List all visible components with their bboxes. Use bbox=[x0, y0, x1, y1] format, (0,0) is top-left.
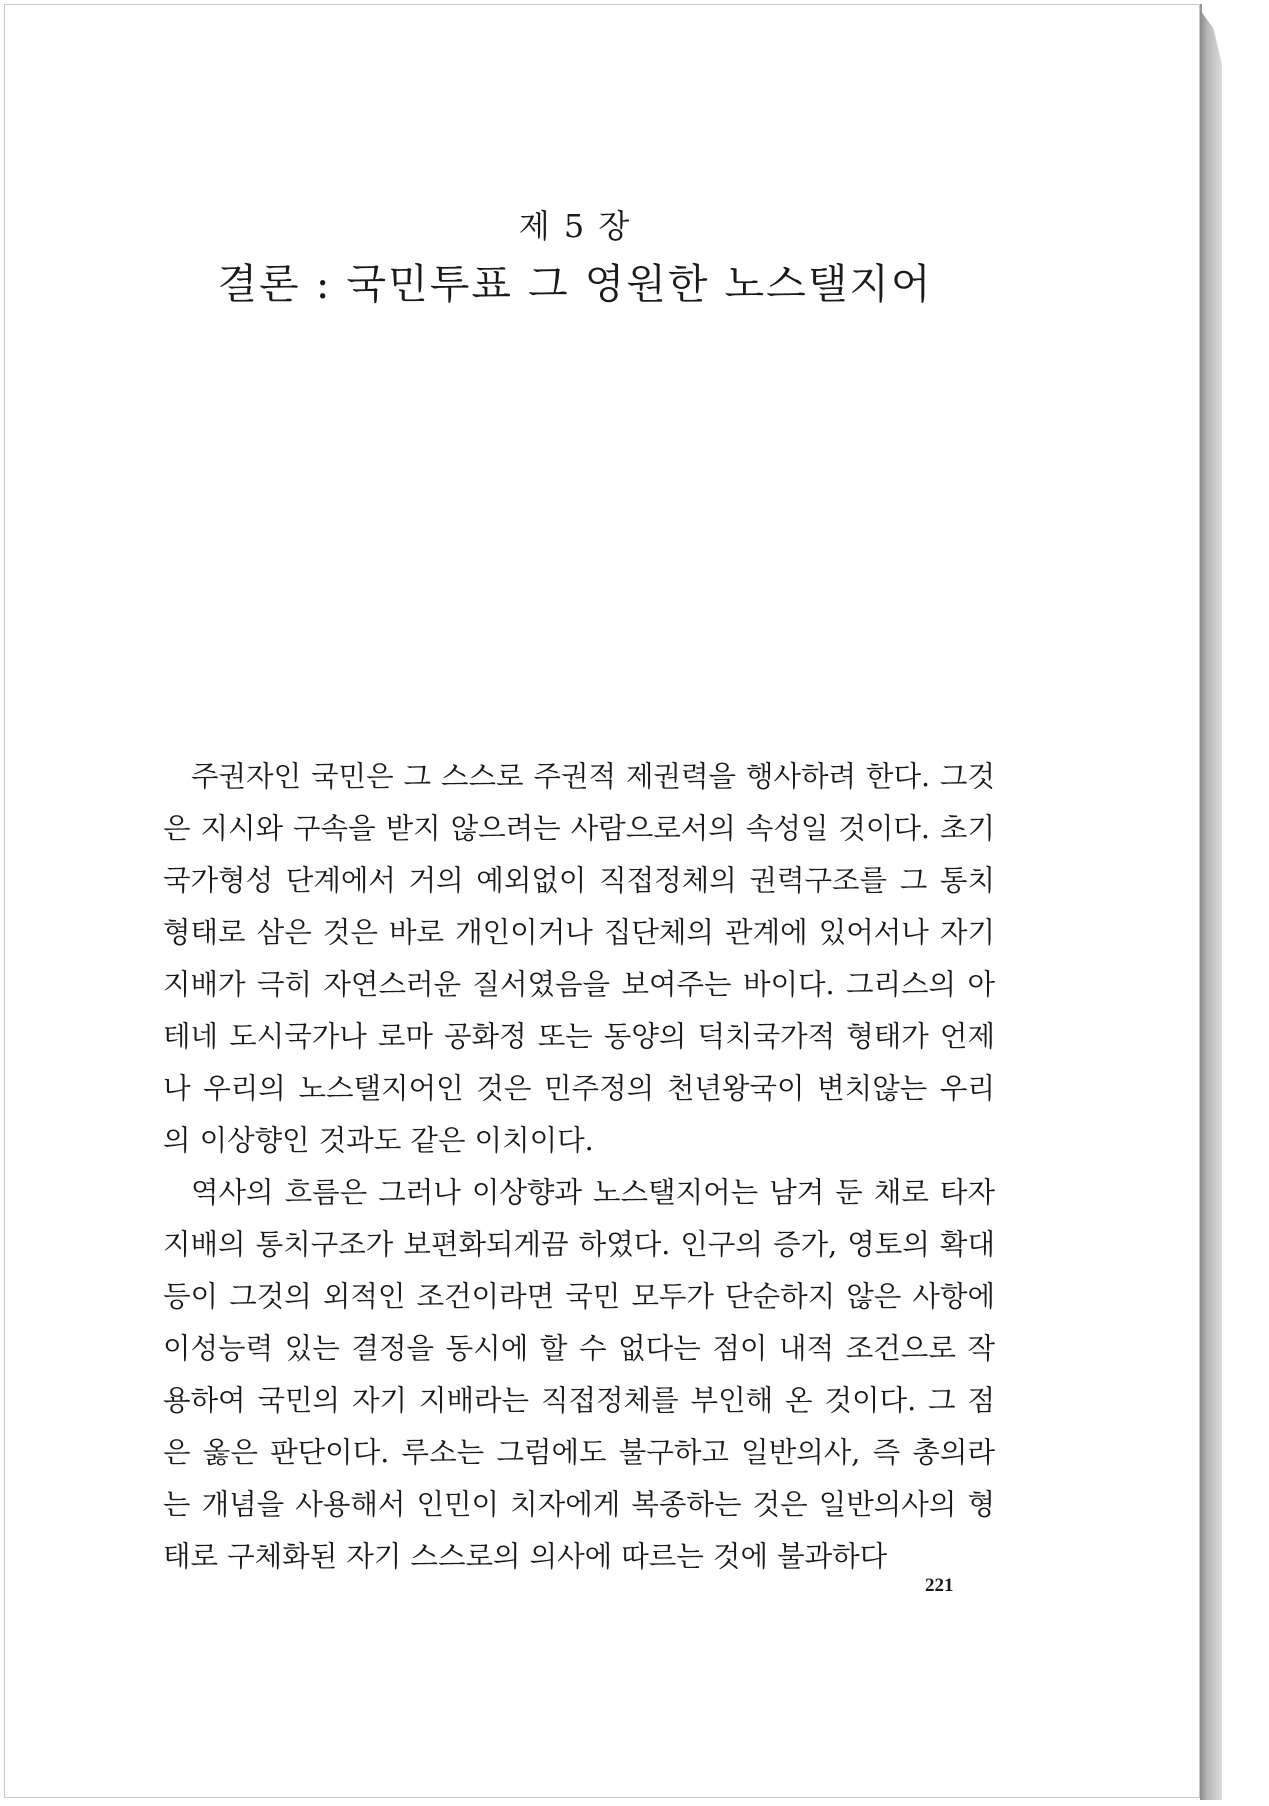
chapter-title: 결론 : 국민투표 그 영원한 노스탤지어 bbox=[217, 260, 933, 308]
book-page bbox=[4, 4, 1200, 1798]
paragraph-1: 주권자인 국민은 그 스스로 주권적 제권력을 행사하려 한다. 그것은 지시와 구속을 받지 않으려는 사람으로서의 속성일 것이다. 초기 국가형성 단계에서 거의 예외없이 직접정체의 권력구조를 그 통치형태로 삼은 것은 바로 개인이거나 집단체의 관계에 있어서나 자기 지배가 극히 자연스러운 질서였음을 보여주는 바이다. 그리스의 아테네 도시국가나 로마 공화정 또는 동양의 덕치국가적 형태가 언제나 우리의 노스탤지어인 것은 민주정의 천년왕국이 변치않는 우리의 이상향인 것과도 같은 이치이다. bbox=[163, 760, 995, 1157]
paragraph-2: 역사의 흐름은 그러나 이상향과 노스탤지어는 남겨 둔 채로 타자지배의 통치구조가 보편화되게끔 하였다. 인구의 증가, 영토의 확대 등이 그것의 외적인 조건이라면 국민 모두가 단순하지 않은 사항에 이성능력 있는 결정을 동시에 할 수 없다는 점이 내적 조건으로 작용하여 국민의 자기 지배라는 직접정체를 부인해 온 것이다. 그 점은 옳은 판단이다. 루소는 그럼에도 불구하고 일반의사, 즉 총의라는 개념을 사용해서 인민이 치자에게 복종하는 것은 일반의사의 형태로 구체화된 자기 스스로의 의사에 따르는 것에 불과하다 bbox=[163, 1176, 995, 1573]
page-number: 221 bbox=[925, 1575, 954, 1596]
chapter-label: 제 5 장 bbox=[518, 207, 632, 245]
body-text bbox=[163, 751, 995, 1583]
page-stack-edge bbox=[1200, 10, 1222, 1800]
